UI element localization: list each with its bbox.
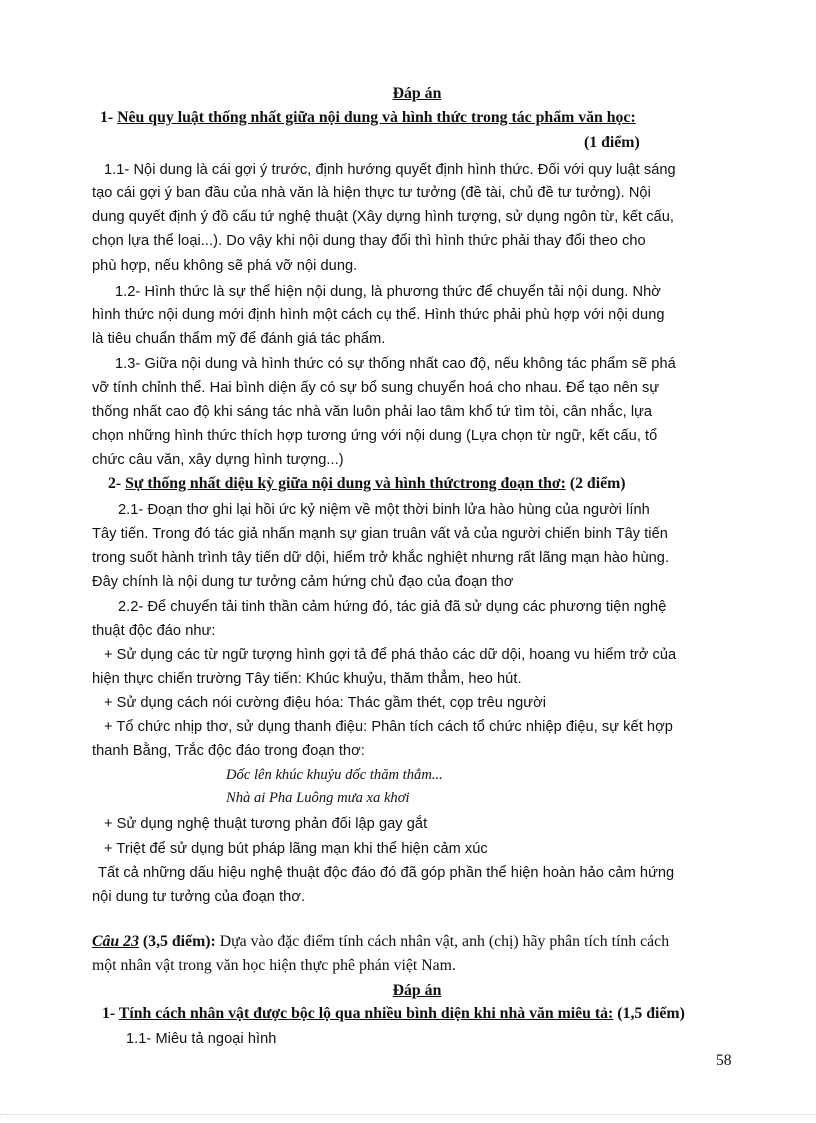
question-23-prompt — [92, 932, 742, 952]
question-23-score: (3,5 điểm): — [142, 933, 216, 950]
bullet-line: hiện thực chiến trường Tây tiến: Khúc khuỷu, thăm thẳm, heo hút. — [92, 671, 522, 687]
bullet-line: thanh Bằng, Trắc độc đáo trong đoạn thơ: — [92, 743, 365, 759]
p21-line: Đây chính là nội dung tư tưởng cảm hứng chủ đạo của đoạn thơ — [92, 574, 514, 590]
p21-line: Tây tiến. Trong đó tác giả nhấn mạnh sự gian truân vất vả của người chiến binh Tây tiến — [92, 526, 668, 542]
conclusion-line: nội dung tư tưởng của đoạn thơ. — [92, 889, 306, 905]
p13-line: chọn những hình thức thích hợp tương ứng với nội dung (Lựa chọn từ ngữ, kết cấu, tổ — [92, 428, 658, 444]
p11-line: tạo cái gợi ý ban đầu của nhà văn là hiện thực tư tưởng (đề tài, chủ đề tư tưởng). Nội — [92, 185, 651, 201]
section-2-score: (2 điểm) — [569, 475, 626, 492]
bullet-line: + Triệt để sử dụng bút pháp lãng mạn khi thể hiện cảm xúc — [104, 841, 488, 857]
section-1-number: 1- — [100, 109, 114, 126]
p11-line: dung quyết định ý đồ cấu tứ nghệ thuật (Xây dựng hình tượng, sử dụng ngôn từ, kết cấu, — [92, 209, 674, 225]
section-2-number: 2- — [108, 475, 122, 492]
p22-line: 2.2- Để chuyển tải tinh thần cảm hứng đó, tác giả đã sử dụng các phương tiện nghệ — [118, 599, 667, 615]
p11-line: 1.1- Nội dung là cái gợi ý trước, định hướng quyết định hình thức. Đối với quy luật sáng — [104, 162, 676, 178]
bullet-line: + Sử dụng các từ ngữ tượng hình gợi tả để phá thảo các dữ dội, hoang vu hiểm trở của — [104, 647, 677, 663]
p22-line: thuật độc đáo như: — [92, 623, 216, 639]
p12-line: 1.2- Hình thức là sự thể hiện nội dung, là phương thức để chuyển tải nội dung. Nhờ — [115, 284, 661, 300]
conclusion-line: Tất cả những dấu hiệu nghệ thuật độc đáo đó đã góp phần thể hiện hoàn hảo cảm hứng — [98, 865, 675, 881]
p21-line: 2.1- Đoạn thơ ghi lại hồi ức kỷ niệm về một thời binh lửa hào hùng của người lính — [118, 502, 650, 518]
p13-line: chức câu văn, xây dựng hình tượng...) — [92, 452, 344, 468]
page-bottom-divider — [0, 1114, 816, 1115]
answer-heading: Đáp án — [392, 85, 442, 102]
answer-heading-2: Đáp án — [392, 982, 442, 999]
poem-line: Dốc lên khúc khuỷu dốc thăm thẳm... — [226, 767, 443, 783]
q23-section-1-score: (1,5 điểm) — [617, 1005, 685, 1022]
question-23-label: Câu 23 — [92, 933, 139, 950]
p13-line: thống nhất cao độ khi sáng tác nhà văn luôn phải lao tâm khổ tứ tìm tòi, cân nhắc, lựa — [92, 404, 653, 420]
p11-line: chọn lựa thể loại...). Do vậy khi nội dung thay đổi thì hình thức phải thay đổi theo cho — [92, 233, 646, 249]
q23-s11-line: 1.1- Miêu tả ngoại hình — [126, 1031, 277, 1047]
p13-line: 1.3- Giữa nội dung và hình thức có sự thống nhất cao độ, nếu không tác phẩm sẽ phá — [115, 356, 676, 372]
p21-line: trong suốt hành trình tây tiến dữ dội, hiểm trở khắc nghiệt nhưng rất lãng mạn hào hùng. — [92, 550, 670, 566]
section-1-score: (1 điểm) — [584, 134, 640, 151]
q23-section-1-number: 1- — [102, 1005, 116, 1022]
q23-section-1-heading — [102, 1004, 752, 1024]
page-number: 58 — [716, 1052, 732, 1069]
question-23-prompt-text: Dựa vào đặc điểm tính cách nhân vật, anh (chị) hãy phân tích tính cách — [219, 933, 670, 950]
section-2-heading — [108, 474, 758, 494]
question-23-prompt-line2: một nhân vật trong văn học hiện thực phê phán việt Nam. — [92, 957, 456, 974]
section-1-heading — [100, 108, 750, 128]
q23-section-1-title: Tính cách nhân vật được bộc lộ qua nhiều bình diện khi nhà văn miêu tả: — [118, 1005, 614, 1022]
p12-line: hình thức nội dung mới định hình một cách cụ thể. Hình thức phải phù hợp với nội dung — [92, 307, 665, 323]
p12-line: là tiêu chuẩn thẩm mỹ để đánh giá tác phẩm. — [92, 331, 386, 347]
bullet-line: + Tổ chức nhịp thơ, sử dụng thanh điệu: Phân tích cách tổ chức nhiệp điệu, sự kết hợp — [104, 719, 673, 735]
p11-line: phù hợp, nếu không sẽ phá vỡ nội dung. — [92, 258, 358, 274]
p13-line: vỡ tính chỉnh thể. Hai bình diện ấy có sự bổ sung chuyển hoá cho nhau. Để tạo nên sự — [92, 380, 660, 396]
section-1-title: Nêu quy luật thống nhất giữa nội dung và hình thức trong tác phẩm văn học: — [117, 109, 636, 126]
section-2-title: Sự thống nhất diệu kỳ giữa nội dung và hình thứctrong đoạn thơ: — [125, 475, 566, 492]
bullet-line: + Sử dụng nghệ thuật tương phản đối lập gay gắt — [104, 816, 428, 832]
bullet-line: + Sử dụng cách nói cường điệu hóa: Thác gầm thét, cọp trêu người — [104, 695, 547, 711]
poem-line: Nhà ai Pha Luông mưa xa khơi — [226, 790, 410, 806]
